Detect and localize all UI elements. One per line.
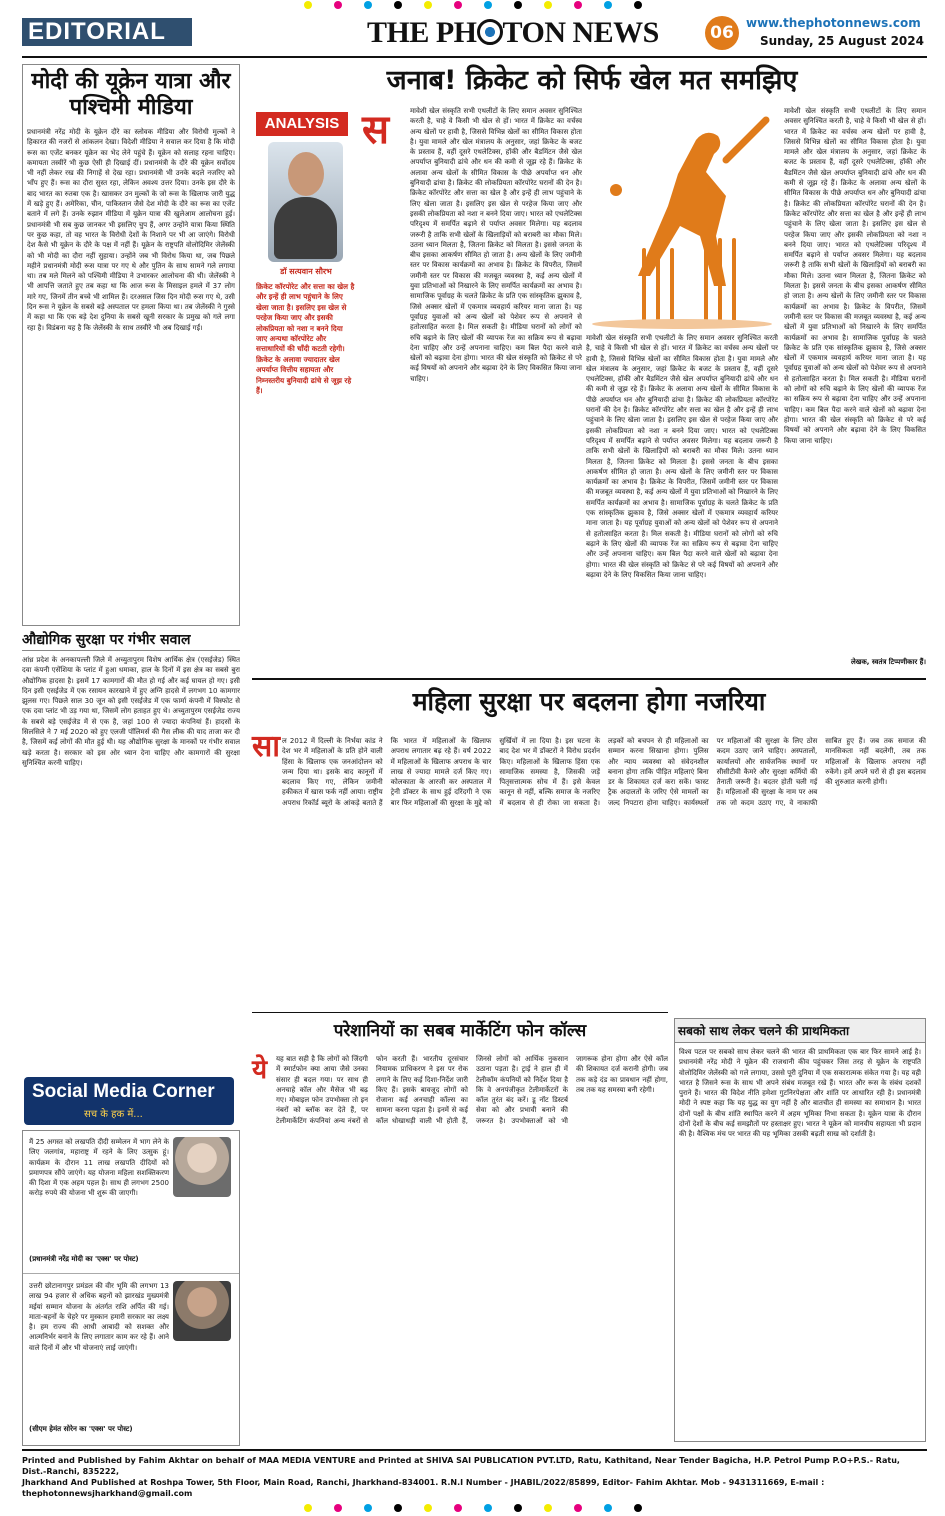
- main-article-title: जनाब! क्रिकेट को सिर्फ खेल मत समझिए: [386, 65, 798, 96]
- main-drop-cap: स: [362, 107, 390, 153]
- soren-photo: [173, 1281, 231, 1341]
- left-article-body: प्रधानमंत्री नरेंद्र मोदी के यूक्रेन दौरे का स्लोवक मीडिया और विरोधी मुल्कों ने हिकारत की नजरों से आंकलन देखा। विदेशी मीडिया ने सवाल कर दिया है कि मोदी रूस का एजेंट बनकर यूक्रेन का भेद लेने पहुंचे हैं। यूक्रेन को सलाह रहना चाहिए। कमायता तस्वीरें भी कुछ ऐसी ही दिखाई दीं। प्रधानमंत्री के दौरे की यूक्रेन सर्वोदय भी नहीं लेकर रख की निगाहें से देख रहा। प्रधानमंत्री भी उनके बदले नजरिए को भाँप हुए हैं। रूस का दौरा सुस्त रहा, लेकिन अवश्य उत्तर दिया। उनके इस दौरे के बाद भारत का रुतबा एक है। खासकर उन मुल्कों के जो रूस के खिलाफ जारी युद्ध में खड़े हुए हैं। अमेरिका, चीन, पाकिस्तान जैसे देश मोदी के दौरे का रूस का एजेंट बताने में लगे हैं। उनके रुझान मीडिया में यूक्रेन यात्रा की खुलेआम आलोचना हुई। प्रधानमंत्री भी सब कुछ जानकर भी इसलिए चुप हैं, अगर उन्होंने यात्रा किया स्थिति पर कुछ कहा, तो वह भारत के विरोधी देशों के निशाने पर भी आ जाएंगे। विरोधी देश कैसे भी यूक्रेन के दौरे के पक्ष में नहीं हैं। यूक्रेन के राष्ट्रपति वोलोदिमिर जेलेंस्की को भी मोदी का दौरा नहीं सुहाया। उन्होंने जब भी विरोध किया था, जब पिछले महीने प्रधानमंत्री मोदी रूस यात्रा पर गए थे और पुतिन के साथ सामने गले लगाया था। तब मले मिलने को पश्चिमी मीडिया ने उभारकर आलोचना की थी। जेलेंस्की ने भी आपत्ति जताते हुए तब कहा था कि आज रूस के मिसाइल हमले में 37 लोग मारे गए, जिनमें तीन बच्चे भी शामिल हैं। दरअसल जिस दिन मोदी रूस गए थे, उसी दिन रूस ने यूक्रेन के सबसे बड़े अस्पताल पर हमला किया था। तब जेलेंस्की ने गुस्से में कहा था कि एक बड़े देश दुनिया के सबसे खूनी सरकार के प्रमुख को गले लगा रहा है। विडंबना यह है कि जेलेंस्की के साथ तस्वीरें भी अब दिखाई गईं।: [27, 128, 235, 332]
- left-article-title: मोदी की यूक्रेन यात्रा और पश्चिमी मीडिया: [31, 69, 231, 120]
- pull-quote: क्रिकेट कॉरपोरेट और सत्ता का खेल है और इन्हें ही लाभ पहुंचाने के लिए खेला जाता है। इसलिए इस खेल से परहेज किया जाए और इसकी लोकप्रियता को नशा न बनने दिया जाए अन्यथा कॉरपोरेट और सत्ताधारियों की चाँदी कटती रहेगी। क्रिकेट के अलावा ज्यादातर खेल अपर्याप्त वित्तीय सहायता और निम्नस्तरीय बुनियादी ढांचे से जूझ रहे हैं।: [256, 282, 355, 396]
- footer-line-1: Printed and Published by Fahim Akhtar on behalf of MAA MEDIA VENTURE and Printed at SHIVA SAI PUBLICATION PVT.LTD, Ratu, Kathitand, Near Tender Bagicha, H.P. Petrol Pump P.O+P.S.- Ratu, Dist.-Ranchi, 835222,: [22, 1456, 900, 1476]
- logo-text-right: TON NEWS: [502, 16, 659, 49]
- phone-article-body: यह बात सही है कि लोगों को जिंदगी में स्मार्टफोन क्या आया जैसे उनका संसार ही बदल गया। पर साथ ही अनचाहे कॉल और मैसेज भी बढ़ गए। मोबाइल फोन उपभोक्ता तो इन नंबरों को ब्लॉक कर देते हैं, पर टेलीमार्केटिंग कंपनियां अन्य नंबरों से फोन करती हैं। भारतीय दूरसंचार नियामक प्राधिकरण ने इस पर रोक लगाने के लिए कई दिशा-निर्देश जारी किए हैं। इसके बावजूद लोगों को रोजाना कई अनचाही कॉल्स का सामना करना पड़ता है। इनमें से कई कॉल धोखाधड़ी वाली भी होती हैं, जिनसे लोगों को आर्थिक नुकसान उठाना पड़ता है। ट्राई ने हाल ही में टेलीकॉम कंपनियों को निर्देश दिया है कि वे अनपंजीकृत टेलीमार्केटरों के कॉल तुरंत बंद करें। डू नॉट डिस्टर्ब सेवा को और प्रभावी बनाने की जरूरत है। उपभोक्ताओं को भी जागरूक होना होगा और ऐसे कॉल की शिकायत दर्ज करानी होगी। जब तक कड़े दंड का प्रावधान नहीं होगा, तब तक यह समस्या बनी रहेगी।: [276, 1055, 668, 1125]
- left-article-box: [22, 64, 240, 626]
- section-tag: EDITORIAL: [22, 18, 192, 46]
- registration-marks-bottom: [0, 1503, 945, 1513]
- footer-line-2: Jharkhand And Published at Roshpa Tower, 5th Floor, Main Road, Ranchi, Jharkhand-834001. R.N.I Number - JHABIL/2022/85899, Editor- Fahim Akhtar. Mob - 9431311669, E-mail : thephotonnewsjharkhand@gmail.com: [22, 1478, 825, 1498]
- photon-icon: [477, 19, 503, 45]
- social-post-1: मैं 25 अगस्त को लखपति दीदी सम्मेलन में भाग लेने के लिए जलगांव, महाराष्ट्र में रहने के लिए उत्सुक हूं। कार्यक्रम के दौरान 11 लाख लखपति दीदियों को प्रमाणपत्र सौंपे जाएंगे। यह योजना महिला सशक्तिकरण की दिशा में एक अहम पहल है। साथ ही लगभग 2500 करोड़ रुपये की योजना भी शुरू की जाएगी।: [29, 1138, 169, 1198]
- phone-article-title: परेशानियों का सबब मार्केटिंग फोन कॉल्स: [333, 1021, 587, 1041]
- main-article-body: मावेशी खेल संस्कृति सभी एथलीटों के लिए समान अवसर सुनिश्चित करती है, चाहे वे किसी भी खेल से हों। भारत में क्रिकेट का वर्चस्व अन्य खेलों पर हावी है, जिससे विभिन्न खेलों का सीमित विकास होता है। युवा मामले और खेल मंत्रालय के अनुसार, जहां क्रिकेट के बजट के प्रस्ताव हैं, वहीं दूसरे एथलेटिक्स, हॉकी और बैडमिंटन जैसे खेल अपर्याप्त बुनियादी ढांचे और धन की कमी से जूझ रहे हैं। क्रिकेट के अलावा अन्य खेलों के सीमित विकास के पीछे अपर्याप्त धन और बुनियादी ढांचा है। क्रिकेट की लोकप्रियता कॉरपोरेट घरानों की देन है। क्रिकेट कॉरपोरेट और सत्ता का खेल है और इन्हें ही लाभ पहुंचाने के लिए खेला जाता है। इसलिए इस खेल से परहेज किया जाए और इसकी लोकप्रियता को नशा न बनने दिया जाए। भारत को एथलेटिक्स परिदृश्य में समर्पित बढ़ाने से पर्याप्त अवसर मिलेगा। यह बदलाव जरूरी है ताकि सभी खेलों के खिलाड़ियों को बराबरी का मौका मिले। उतना ध्यान मिलता है, जितना क्रिकेट को मिलता है। इससे जनता के बीच इसका आकर्षण सीमित हो जाता है। अन्य खेलों के लिए जमीनी स्तर पर विकास कार्यक्रमों का अभाव है। क्रिकेट के विपरीत, जिसमें जमीनी स्तर पर विकास की मजबूत व्यवस्था है, कई अन्य खेलों में युवा प्रतिभाओं को निखारने के लिए समर्पित कार्यक्रमों का अभाव है। सामाजिक पूर्वाग्रह के चलते क्रिकेट के प्रति एक सांस्कृतिक झुकाव है, जिसे अक्सर खेलों में एकमात्र व्यवहार्य करियर माना जाता है। यह पूर्वाग्रह युवाओं को अन्य खेलों को पेशेवर रूप से अपनाने से हतोत्साहित करता है। मिल सकती है। मीडिया घरानों को लोगों को रुचि बढ़ाने के लिए खेलों की व्यापक रेंज का सक्रिय रूप से बढ़ावा देना चाहिए और उन्हें अपनाना चाहिए। कम बिल पैदा करने वाले खेलों को बढ़ावा देना होगा। भारत की खेल संस्कृति को क्रिकेट से परे कई विषयों को अपनाने और बढ़ावा देने के लिए विकसित किया जाना चाहिए।: [410, 107, 582, 383]
- analysis-tag: ANALYSIS: [256, 112, 348, 136]
- left-article2-title: औद्योगिक सुरक्षा पर गंभीर सवाल: [22, 630, 240, 651]
- priority-article-body: विश्व पटल पर सबको साथ लेकर चलने की भारत की प्राथमिकता एक बार फिर सामने आई है। प्रधानमंत्री नरेंद्र मोदी ने यूक्रेन की राजधानी कीव पहुंचकर जिस तरह से यूक्रेन के राष्ट्रपति वोलोदिमिर जेलेंस्की को गले लगाया, उससे पूरी दुनिया में एक सकारात्मक संकेत गया है। यह वही भारत है जिसने रूस के साथ भी अपने संबंध मजबूत रखे हैं। भारत और रूस के संबंध दशकों पुराने हैं। भारत की विदेश नीति हमेशा गुटनिरपेक्षता और शांति पर आधारित रही है। प्रधानमंत्री मोदी ने स्पष्ट कहा कि यह युद्ध का युग नहीं है और बातचीत ही समस्या का समाधान है। भारत दोनों पक्षों के बीच शांति स्थापित करने में अहम भूमिका निभा सकता है। यूक्रेन यात्रा के दौरान दोनों देशों के बीच कई समझौतों पर हस्ताक्षर हुए। भारत ने यूक्रेन को मानवीय सहायता भी प्रदान की है। वैश्विक मंच पर भारत की यह भूमिका उसकी बढ़ती साख को दर्शाती है।: [679, 1048, 921, 1139]
- modi-photo: [173, 1137, 231, 1197]
- priority-article-box: [674, 1018, 926, 1442]
- section-divider: [252, 678, 926, 680]
- phone-divider: [252, 1012, 668, 1013]
- logo-text-left: THE PH: [367, 16, 477, 49]
- social-media-corner-logo: Social Media Corner सच के हक में...: [24, 1077, 234, 1125]
- author-note: लेखक, स्वतंत्र टिप्पणीकार हैं।: [850, 658, 926, 666]
- women-article-body: ल 2012 में दिल्ली के निर्भया कांड ने देश भर में महिलाओं के प्रति होने वाली हिंसा के खिलाफ एक जनआंदोलन को जन्म दिया था। इसके बाद कानूनों में बदलाव किए गए, लेकिन जमीनी हकीकत में खास फर्क नहीं आया। राष्ट्रीय अपराध रिकॉर्ड ब्यूरो के आंकड़े बताते हैं कि भारत में महिलाओं के खिलाफ अपराध लगातार बढ़ रहे हैं। वर्ष 2022 में महिलाओं के खिलाफ अपराध के चार लाख से ज्यादा मामले दर्ज किए गए। कोलकाता के आरजी कर अस्पताल में ट्रेनी डॉक्टर के साथ हुई दरिंदगी ने एक बार फिर महिलाओं की सुरक्षा के मुद्दे को सुर्खियों में ला दिया है। इस घटना के बाद देश भर में डॉक्टरों ने विरोध प्रदर्शन किए। महिलाओं के खिलाफ हिंसा एक सामाजिक समस्या है, जिसकी जड़ें पितृसत्तात्मक सोच में हैं। इसे केवल कानून से नहीं, बल्कि समाज के नजरिए में बदलाव से ही रोका जा सकता है। लड़कों को बचपन से ही महिलाओं का सम्मान करना सिखाना होगा। पुलिस और न्याय व्यवस्था को संवेदनशील बनाना होगा ताकि पीड़ित महिलाएं बिना डर के शिकायत दर्ज करा सकें। फास्ट ट्रैक अदालतों के जरिए ऐसे मामलों का जल्द निपटारा होना चाहिए। कार्यस्थलों पर महिलाओं की सुरक्षा के लिए ठोस कदम उठाए जाने चाहिए। अस्पतालों, कार्यालयों और सार्वजनिक स्थानों पर सीसीटीवी कैमरे और सुरक्षा कर्मियों की तैनाती जरूरी है। बदतर होती चली गई हैं। महिलाओं की सुरक्षा के नाम पर अब तक जो कदम उठाए गए, वे नाकाफी साबित हुए हैं। जब तक समाज की मानसिकता नहीं बदलेगी, तब तक महिलाओं के खिलाफ अपराध नहीं रुकेंगे। हमें अपने घरों से ही इस बदलाव की शुरुआत करनी होगी।: [282, 737, 926, 807]
- masthead: [22, 12, 927, 54]
- women-article-title: महिला सुरक्षा पर बदलना होगा नजरिया: [412, 687, 766, 716]
- registration-marks-top: [0, 0, 945, 10]
- priority-article-title: सबको साथ लेकर चलने की प्राथमिकता: [675, 1019, 925, 1043]
- social-post-2-source: (सीएम हेमंत सोरेन का 'एक्स' पर पोस्ट): [29, 1425, 133, 1433]
- issue-date: Sunday, 25 August 2024: [760, 34, 924, 48]
- cricket-illustration: [586, 100, 778, 330]
- main-article-body-cont: मावेशी खेल संस्कृति सभी एथलीटों के लिए समान अवसर सुनिश्चित करती है, चाहे वे किसी भी खेल से हों। भारत में क्रिकेट का वर्चस्व अन्य खेलों पर हावी है, जिससे विभिन्न खेलों का सीमित विकास होता है। युवा मामले और खेल मंत्रालय के अनुसार, जहां क्रिकेट के बजट के प्रस्ताव हैं, वहीं दूसरे एथलेटिक्स, हॉकी और बैडमिंटन जैसे खेल अपर्याप्त बुनियादी ढांचे और धन की कमी से जूझ रहे हैं। क्रिकेट के अलावा अन्य खेलों के सीमित विकास के पीछे अपर्याप्त धन और बुनियादी ढांचा है। क्रिकेट की लोकप्रियता कॉरपोरेट घरानों की देन है। क्रिकेट कॉरपोरेट और सत्ता का खेल है और इन्हें ही लाभ पहुंचाने के लिए खेला जाता है। इसलिए इस खेल से परहेज किया जाए और इसकी लोकप्रियता को नशा न बनने दिया जाए। भारत को एथलेटिक्स परिदृश्य में समर्पित बढ़ाने से पर्याप्त अवसर मिलेगा। यह बदलाव जरूरी है ताकि सभी खेलों के खिलाड़ियों को बराबरी का मौका मिले। उतना ध्यान मिलता है, जितना क्रिकेट को मिलता है। इससे जनता के बीच इसका आकर्षण सीमित हो जाता है। अन्य खेलों के लिए जमीनी स्तर पर विकास कार्यक्रमों का अभाव है। क्रिकेट के विपरीत, जिसमें जमीनी स्तर पर विकास की मजबूत व्यवस्था है, कई अन्य खेलों में युवा प्रतिभाओं को निखारने के लिए समर्पित कार्यक्रमों का अभाव है। सामाजिक पूर्वाग्रह के चलते क्रिकेट के प्रति एक सांस्कृतिक झुकाव है, जिसे अक्सर खेलों में एकमात्र व्यवहार्य करियर माना जाता है। यह पूर्वाग्रह युवाओं को अन्य खेलों को पेशेवर रूप से अपनाने से हतोत्साहित करता है। मिल सकती है। मीडिया घरानों को लोगों को रुचि बढ़ाने के लिए खेलों की व्यापक रेंज का सक्रिय रूप से बढ़ावा देना चाहिए और उन्हें अपनाना चाहिए। कम बिल पैदा करने वाले खेलों को बढ़ावा देना होगा। भारत की खेल संस्कृति को क्रिकेट से परे कई विषयों को अपनाने और बढ़ावा देने के लिए विकसित किया जाना चाहिए।: [586, 334, 778, 579]
- author-name: डॉ सत्यवान सौरभ: [280, 267, 332, 276]
- page-number-badge: 06: [705, 16, 739, 50]
- main-article-body-col3: मावेशी खेल संस्कृति सभी एथलीटों के लिए समान अवसर सुनिश्चित करती है, चाहे वे किसी भी खेल से हों। भारत में क्रिकेट का वर्चस्व अन्य खेलों पर हावी है, जिससे विभिन्न खेलों का सीमित विकास होता है। युवा मामले और खेल मंत्रालय के अनुसार, जहां क्रिकेट के बजट के प्रस्ताव हैं, वहीं दूसरे एथलेटिक्स, हॉकी और बैडमिंटन जैसे खेल अपर्याप्त बुनियादी ढांचे और धन की कमी से जूझ रहे हैं। क्रिकेट के अलावा अन्य खेलों के सीमित विकास के पीछे अपर्याप्त धन और बुनियादी ढांचा है। क्रिकेट की लोकप्रियता कॉरपोरेट घरानों की देन है। क्रिकेट कॉरपोरेट और सत्ता का खेल है और इन्हें ही लाभ पहुंचाने के लिए खेला जाता है। इसलिए इस खेल से परहेज किया जाए और इसकी लोकप्रियता को नशा न बनने दिया जाए। भारत को एथलेटिक्स परिदृश्य में समर्पित बढ़ाने से पर्याप्त अवसर मिलेगा। यह बदलाव जरूरी है ताकि सभी खेलों के खिलाड़ियों को बराबरी का मौका मिले। उतना ध्यान मिलता है, जितना क्रिकेट को मिलता है। इससे जनता के बीच इसका आकर्षण सीमित हो जाता है। अन्य खेलों के लिए जमीनी स्तर पर विकास कार्यक्रमों का अभाव है। क्रिकेट के विपरीत, जिसमें जमीनी स्तर पर विकास की मजबूत व्यवस्था है, कई अन्य खेलों में युवा प्रतिभाओं को निखारने के लिए समर्पित कार्यक्रमों का अभाव है। सामाजिक पूर्वाग्रह के चलते क्रिकेट के प्रति एक सांस्कृतिक झुकाव है, जिसे अक्सर खेलों में एकमात्र व्यवहार्य करियर माना जाता है। यह पूर्वाग्रह युवाओं को अन्य खेलों को पेशेवर रूप से अपनाने से हतोत्साहित करता है। मिल सकती है। मीडिया घरानों को लोगों को रुचि बढ़ाने के लिए खेलों की व्यापक रेंज का सक्रिय रूप से बढ़ावा देना चाहिए और उन्हें अपनाना चाहिए। कम बिल पैदा करने वाले खेलों को बढ़ावा देना होगा। भारत की खेल संस्कृति को क्रिकेट से परे कई विषयों को अपनाने और बढ़ावा देने के लिए विकसित किया जाना चाहिए।: [784, 107, 926, 445]
- left-article2-body: आंध्र प्रदेश के अनकापल्ली जिले में अच्युतापुरम विशेष आर्थिक क्षेत्र (एसईजेड) स्थित दवा कंपनी एसेंशिया के प्लांट में हुआ धमाका, हाल के दिनों में इस क्षेत्र का सबसे बुरा औद्योगिक हादसा है। इसमें 17 कामगारों की मौत हो गई और कई घायल हो गए। इसी दिन इसी एसईजेड में एक रसायन कारखाने में हुए अग्नि हादसे में लगभग 10 कामगार झुलस गए। पिछले साल 30 जून को इसी एसईजेड में एक फार्मा कंपनी में विस्फोट से एक दवा प्लांट भी उड़ गया था, जिसमें लोग हताहत हुए थे। अच्युतापुरम एसईजेड राज्य के सबसे बड़े एसईजेड में से एक है, जहां 100 से ज्यादा कंपनियां हैं। हादसों के सिलसिले ने 7 मई 2020 को हुए एलजी पॉलिमर्स की गैस लीक की याद ताजा कर दी है, जिसमें कई लोगों की मौत हुई थी। यह औद्योगिक सुरक्षा के मानकों पर गंभीर सवाल खड़े करता है। सरकार को इस ओर ध्यान देना चाहिए और कामगारों की सुरक्षा सुनिश्चित करनी चाहिए।: [22, 656, 240, 767]
- social-post-1-source: (प्रधानमंत्री नरेंद्र मोदी का 'एक्स' पर पोस्ट): [29, 1255, 139, 1263]
- website-link[interactable]: www.thephotonnews.com: [746, 16, 921, 30]
- masthead-rule: [22, 56, 927, 58]
- social-post-2: उत्तरी छोटानागपुर प्रमंडल की वीर भूमि की लगभग 13 लाख 94 हजार से अधिक बहनों को झारखंड मुख्यमंत्री मईयां सम्मान योजना के अंतर्गत राशि अर्पित की गई। माता-बहनों के चेहरे पर मुस्कान हमारी सरकार का लक्ष्य है। हम राज्य की आधी आबादी को सशक्त और आत्मनिर्भर बनाने के लिए लगातार काम कर रहे हैं। आने वाले दिनों में और भी योजनाएं लाई जाएंगी।: [29, 1282, 169, 1352]
- left-article2-box: [22, 630, 240, 1060]
- women-drop-cap: सा: [252, 729, 281, 764]
- imprint-footer: [22, 1449, 927, 1498]
- phone-drop-cap: ये: [252, 1055, 268, 1085]
- author-photo: [268, 142, 343, 262]
- social-media-box: [22, 1130, 240, 1446]
- paper-logo[interactable]: [367, 16, 659, 50]
- social-divider: [23, 1273, 239, 1274]
